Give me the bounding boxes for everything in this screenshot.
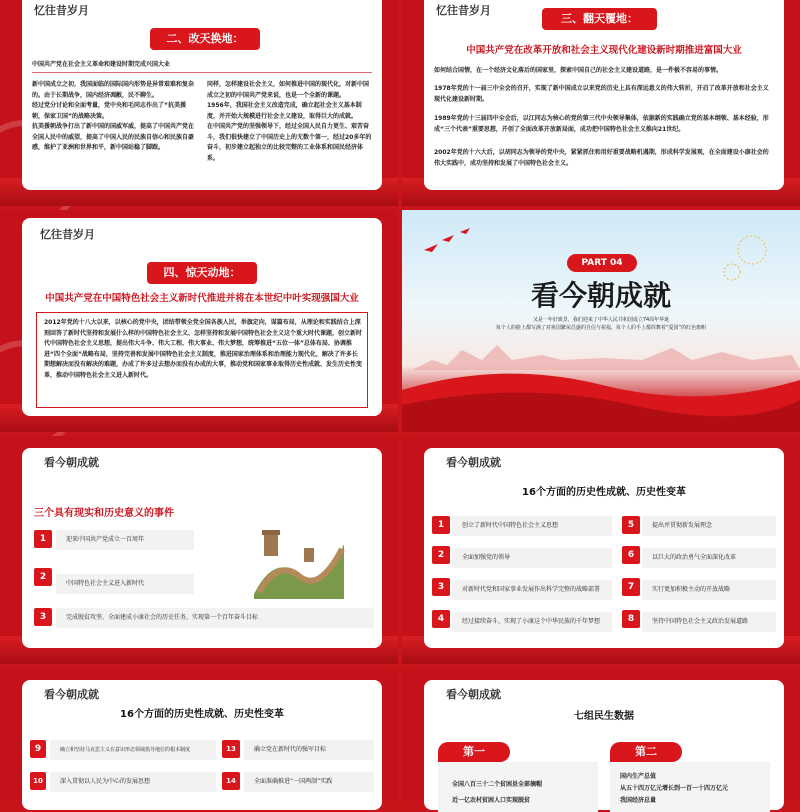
- slide-card: [424, 0, 784, 190]
- achievement-number: 10: [30, 772, 46, 790]
- event-number: 1: [34, 530, 52, 548]
- data-panel-2-line-2: 从五十四万亿元增长到一百一十四万亿元: [620, 785, 729, 792]
- divider-line: [32, 72, 372, 73]
- slide-header: 忆往昔岁月: [436, 4, 491, 17]
- data-tab-1[interactable]: 第一: [438, 742, 510, 762]
- slide-title: 16个方面的历史性成就、历史性变革: [120, 709, 284, 720]
- part-label: PART 04: [567, 254, 637, 272]
- slide-title: 16个方面的历史性成就、历史性变革: [522, 487, 686, 498]
- event-item: 迎来中国共产党成立一百周年: [56, 530, 194, 550]
- achievement-item: 创立了新时代中国特色社会主义思想: [452, 516, 612, 536]
- slide-header: 看今朝成就: [446, 456, 501, 469]
- data-panel-1-line-2: 近一亿农村贫困人口实现脱贫: [452, 797, 531, 804]
- achievement-number: 1: [432, 516, 450, 534]
- slide-card: [22, 0, 382, 190]
- slide-header: 看今朝成就: [446, 688, 501, 701]
- achievement-item: 以巨大的政治勇气全面深化改革: [642, 548, 776, 568]
- achievement-item: 经过接续奋斗，实现了小康这个中华民族的千年梦想: [452, 612, 612, 632]
- achievement-number: 8: [622, 610, 640, 628]
- achievement-item: 坚持中国特色社会主义政治发展道路: [642, 612, 776, 632]
- paragraph-1: 如何结合国情，在一个经济文化落后的国家里，探索中国自己的社会主义建设道路，是一件极不容易的事情。: [434, 67, 723, 74]
- slide-card: [22, 218, 382, 416]
- section-pill: 四、惊天动地：: [147, 262, 257, 284]
- achievement-item: 对新时代党和国家事业发展作出科学完整的战略部署: [452, 580, 612, 600]
- achievement-number: 14: [222, 772, 240, 790]
- achievement-number: 13: [222, 740, 240, 758]
- achievement-item: 确立党在新时代的强军目标: [244, 740, 374, 760]
- slide-title: 三个具有现实和历史意义的事件: [34, 508, 174, 519]
- achievement-number: 5: [622, 516, 640, 534]
- slide-header: 忆往昔岁月: [34, 4, 89, 17]
- slide-sixteen-achievements-1[interactable]: [402, 436, 800, 664]
- skyline-icon: [412, 345, 800, 370]
- event-number: 2: [34, 568, 52, 586]
- achievement-number: 6: [622, 546, 640, 564]
- slide-sixteen-achievements-2[interactable]: [0, 668, 398, 800]
- achievement-item: 全面准确推进“一国两制”实践: [244, 772, 374, 792]
- event-number: 3: [34, 608, 52, 626]
- slide-title: 中国共产党在改革开放和社会主义现代化建设新时期推进富国大业: [466, 45, 742, 56]
- slide-three-events[interactable]: [0, 436, 398, 664]
- slide-header: 看今朝成就: [44, 456, 99, 469]
- left-column-text: 新中国成立之初，我国面临的国际国内形势是异常艰难和复杂的。由于长期战争，国内经济凋敝，民不聊生。 经过党分讨论和全面考量，党中央和毛同志作出了“抗美援朝，保家卫国”的战略决策。 抗美援朝战争打出了新中国的国威军威，提高了中国共产党在全国人民中的威望，提高了中国人民的民族自信心和民族自豪感，维护了亚洲和世界和平，新中国站稳了脚跟。: [32, 81, 195, 151]
- slide-fantian[interactable]: [402, 0, 800, 206]
- data-panel-2-line-3: 我国经济总量: [620, 797, 657, 804]
- section-pill: 二、改天换地：: [150, 28, 260, 50]
- achievement-number: 2: [432, 546, 450, 564]
- slide-title: 中国共产党在中国特色社会主义新时代推进并将在本世纪中叶实现强国大业: [45, 293, 359, 304]
- event-item: 中国特色社会主义进入新时代: [56, 574, 194, 594]
- slide-livelihood-data[interactable]: [402, 668, 800, 804]
- cover-title: 看今朝成就: [530, 279, 671, 312]
- birds-icon: [424, 228, 470, 252]
- section-pill: 三、翻天覆地：: [542, 8, 657, 30]
- slide-header: 看今朝成就: [44, 688, 99, 701]
- slide-jingtian[interactable]: [0, 210, 398, 432]
- paragraph-3: 1989年党的十三届四中全会后，以江同志为核心的党的第三代中央领导集体，依据新的实践确立党的基本纲领、基本经验，形成“三个代表”重要思想，开创了全面改革开放新局面，成功把中国特色社会主义推向21世纪。: [434, 115, 769, 133]
- right-column-text: 同样，怎样建设社会主义，如何推进中国的现代化，对新中国成立之初的中国共产党来说，也是一个全新的课题。 1956年，我国社会主义改造完成，确立起社会主义基本制度，并开始大规模进行社会主义建设，取得巨大的成就。 在中国共产党的坚强领导下，经过全国人民自力更生、艰苦奋斗，我们很快建立了中国历史上的无数个第一，经过20多年的奋斗，初步建立起独立的比较完整的工业体系和国民经济体系。: [207, 81, 372, 162]
- cover-subtitle-1: 又是一年好致景，我们迎来了中华人民共和国成立74周年华诞: [532, 317, 670, 323]
- slide-part04-cover[interactable]: [402, 210, 800, 432]
- slide-card: [22, 680, 382, 810]
- slide-gaitian[interactable]: [0, 0, 398, 206]
- slide-subtitle: 中国共产党在社会主义革命和建设时期完成兴国大业: [32, 61, 171, 68]
- event-item: 完成脱贫攻坚、全面建成小康社会的历史任务，实现第一个百年奋斗目标: [56, 608, 374, 628]
- data-panel-2-line-1: 国内生产总值: [620, 773, 657, 780]
- achievement-item: 全面加强党的领导: [452, 548, 612, 568]
- achievement-number: 9: [30, 740, 46, 758]
- slide-card: [424, 448, 784, 648]
- achievement-number: 3: [432, 578, 450, 596]
- achievement-item: 深入贯彻以人民为中心的发展思想: [50, 772, 216, 792]
- achievement-item: 提出并贯彻新发展理念: [642, 516, 776, 536]
- achievement-number: 7: [622, 578, 640, 596]
- paragraph-2: 1978年党的十一届三中全会的召开，实现了新中国成立以来党的历史上具有深远意义的伟大转折，开启了改革开放和社会主义现代化建设新时期。: [434, 85, 769, 103]
- slide-card: [22, 448, 382, 648]
- cover-subtitle-2: 每个人的脸上都写满了对祖国繁荣昌盛的自信与祝福，每个人的手上都挥舞着“爱国”的红色旗帜: [495, 325, 707, 331]
- achievement-number: 4: [432, 610, 450, 628]
- slide-card: [424, 680, 784, 810]
- slide-title: 七组民生数据: [574, 711, 634, 722]
- data-panel-1-line-1: 全国八百三十二个贫困县全部摘帽: [452, 781, 543, 788]
- slide-header: 忆往昔岁月: [40, 228, 95, 241]
- body-text: 2012年党的十八大以来，以核心的党中央，团结带领全党全国各族人民，举旗定向，谋篇布局，从理论和实践结合上深刻回答了新时代坚持和发展什么样的中国特色社会主义、怎样坚持和发展中国特色社会主义这个重大时代课题，创立新时代中国特色社会主义思想，提出伟大斗争、伟大工程、伟大事业、伟大梦想，统筹推进“五位一体”总体布局、协调推进“四个全面”战略布局，坚持完善和发展中国特色社会主义制度，推进国家治理体系和治理能力现代化，解决了许多长期想解决而没有解决的难题，办成了许多过去想办而没有办成的大事，推动党和国家事业取得历史性成就、发生历史性变革，推动中国特色社会主义进入新时代。: [44, 319, 363, 379]
- data-tab-2[interactable]: 第二: [610, 742, 682, 762]
- paragraph-4: 2002年党的十六大后，以胡同志为领导的党中央，紧紧抓住和用好重要战略机遇期，形成科学发展观，在全面建设小康社会的伟大实践中，成功坚持和发展了中国特色社会主义。: [434, 149, 769, 167]
- great-wall-icon: [244, 514, 354, 604]
- achievement-item: 实行更加积极主动的开放战略: [642, 580, 776, 600]
- achievement-item: 确立和坚持马克思主义在意识形态领域指导地位的根本制度: [50, 740, 216, 760]
